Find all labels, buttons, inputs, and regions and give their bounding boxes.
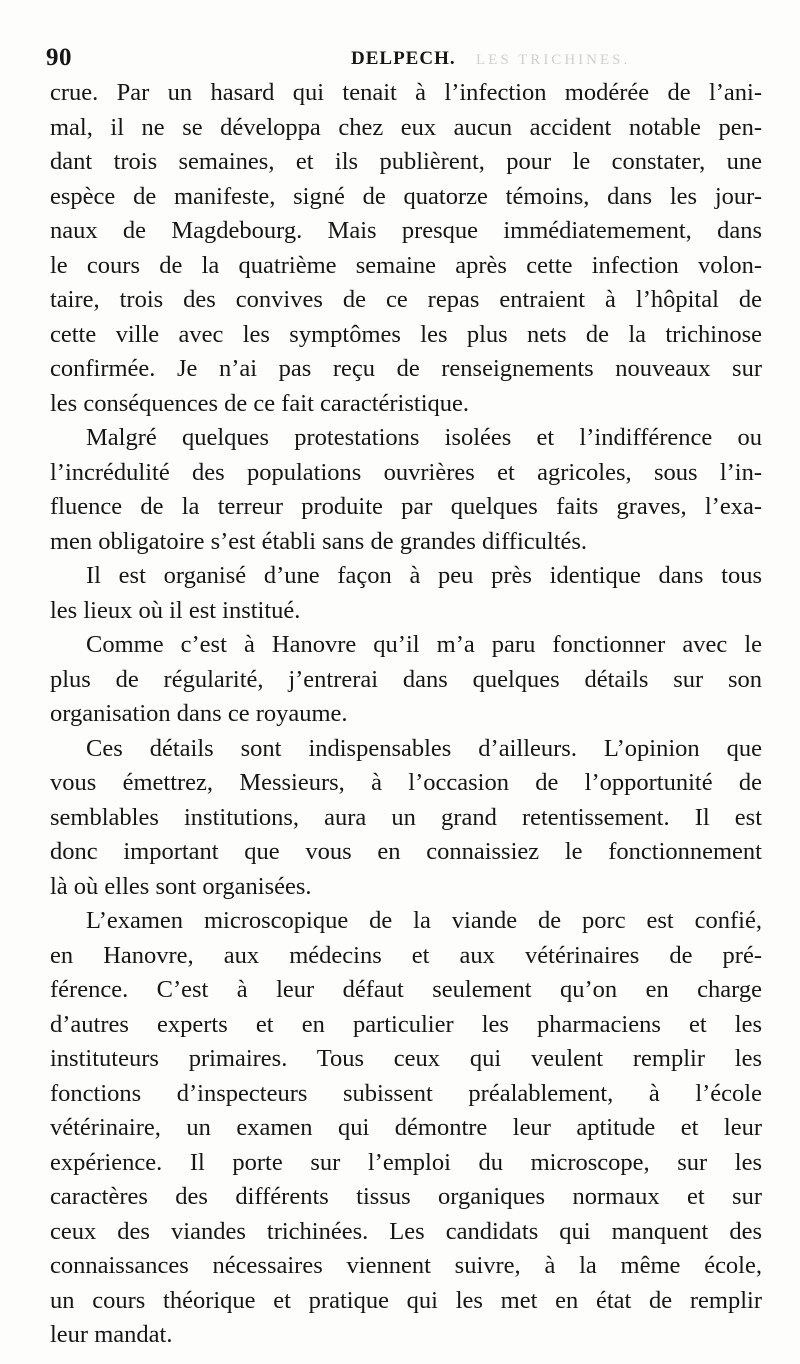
bleed-through-text: LES TRICHINES. [476, 52, 631, 68]
text-line: espèce de manifeste, signé de quatorze témoins, dans les jour- [50, 182, 762, 210]
paragraph-first-line: Comme c’est à Hanovre qu’il m’a paru fonctionner avec le [86, 631, 762, 658]
paragraph-first-line: Il est organisé d’une façon à peu près identique dans tous [86, 562, 762, 589]
text-line: semblables institutions, aura un grand retentissement. Il est [50, 803, 762, 831]
text-line: taire, trois des convives de ce repas entraient à l’hôpital de [50, 286, 762, 313]
text-line: men obligatoire s’est établi sans de grandes difficultés. [50, 527, 588, 555]
text-line: crue. Par un hasard qui tenait à l’infection modérée de l’ani- [50, 79, 762, 106]
paragraph-first-line: Malgré quelques protestations isolées et l’indifférence ou [86, 424, 762, 451]
text-line: expérience. Il porte sur l’emploi du microscope, sur les [50, 1148, 762, 1176]
text-line: naux de Magdebourg. Mais presque immédiatemement, dans [50, 217, 762, 244]
text-line: cette ville avec les symptômes les plus nets de la trichinose [50, 320, 762, 348]
page-body [50, 76, 762, 1353]
text-line: le cours de la quatrième semaine après cette infection volon- [50, 251, 762, 279]
text-line: un cours théorique et pratique qui les met en état de remplir [50, 1286, 762, 1314]
paragraph-first-line: L’examen microscopique de la viande de porc est confié, [86, 907, 762, 934]
text-line: instituteurs primaires. Tous ceux qui veulent remplir les [50, 1045, 762, 1072]
text-line: les conséquences de ce fait caractéristique. [50, 389, 470, 417]
text-line: donc important que vous en connaissiez le fonctionnement [50, 838, 762, 865]
text-line: l’incrédulité des populations ouvrières et agricoles, sous l’in- [50, 458, 762, 486]
text-line: mal, il ne se développa chez eux aucun accident notable pen- [50, 113, 762, 141]
text-line: ceux des viandes trichinées. Les candidats qui manquent des [50, 1217, 762, 1245]
text-line: d’autres experts et en particulier les pharmaciens et les [50, 1010, 762, 1038]
text-line: organisation dans ce royaume. [50, 700, 348, 727]
text-line: connaissances nécessaires viennent suivre, à la même école, [50, 1252, 762, 1279]
text-line: là où elles sont organisées. [50, 872, 312, 900]
text-line: vous émettrez, Messieurs, à l’occasion de l’opportunité de [50, 769, 762, 796]
paragraph-first-line: Ces détails sont indispensables d’ailleurs. L’opinion que [86, 734, 762, 762]
text-line: confirmée. Je n’ai pas reçu de renseignements nouveaux sur [50, 355, 762, 382]
text-line: férence. C’est à leur défaut seulement qu’on en charge [50, 976, 762, 1003]
text-line: les lieux où il est institué. [50, 596, 301, 624]
running-head: DELPECH. [351, 48, 456, 69]
page-number: 90 [46, 44, 72, 71]
text-line: en Hanovre, aux médecins et aux vétérinaires de pré- [50, 941, 762, 969]
page-header [46, 44, 756, 74]
text-line: vétérinaire, un examen qui démontre leur aptitude et leur [50, 1114, 762, 1141]
text-line: leur mandat. [50, 1321, 173, 1348]
text-line: fonctions d’inspecteurs subissent préalablement, à l’école [50, 1079, 762, 1107]
text-line: fluence de la terreur produite par quelques faits graves, l’exa- [50, 493, 762, 520]
text-line: dant trois semaines, et ils publièrent, pour le constater, une [50, 148, 762, 175]
text-line: caractères des différents tissus organiques normaux et sur [50, 1183, 762, 1210]
text-line: plus de régularité, j’entrerai dans quelques détails sur son [50, 665, 762, 693]
